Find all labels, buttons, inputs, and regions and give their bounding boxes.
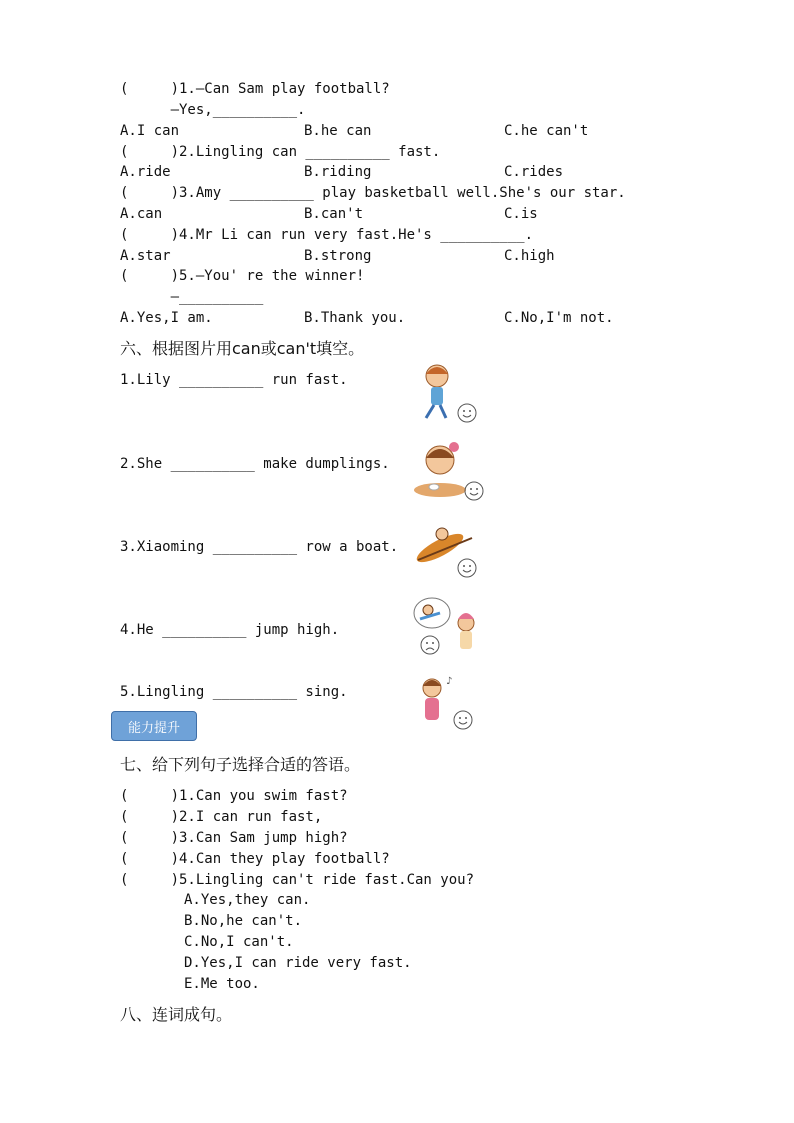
section6-item-4: 4.He __________ jump high. xyxy=(120,622,340,638)
mc-q5-option-b: B.Thank you. xyxy=(304,310,406,326)
mc-q1-option-c: C.he can't xyxy=(504,123,589,139)
section7-answer-d: D.Yes,I can ride very fast. xyxy=(184,955,412,971)
mc-q5-line2: —__________ xyxy=(120,289,264,305)
section7-answer-c: C.No,I can't. xyxy=(184,934,294,950)
svg-text:♪: ♪ xyxy=(446,676,453,687)
sad-face-icon xyxy=(421,636,439,654)
section7-item-4: ( )4.Can they play football? xyxy=(120,851,390,867)
mc-q2-option-b: B.riding xyxy=(304,164,372,180)
mc-q1-option-a: A.I can xyxy=(120,123,180,139)
section8-heading: 八、连词成句。 xyxy=(120,1005,233,1024)
section6-item-2: 2.She __________ make dumplings. xyxy=(120,456,390,472)
section7-item-5: ( )5.Lingling can't ride fast.Can you? xyxy=(120,872,475,888)
mc-q2-option-a: A.ride xyxy=(120,164,171,180)
section7-answer-a: A.Yes,they can. xyxy=(184,892,311,908)
girl-making-dumplings-illustration xyxy=(410,438,490,508)
boy-rowing-boat-illustration xyxy=(410,520,485,585)
section7-heading: 七、给下列句子选择合适的答语。 xyxy=(120,755,361,774)
mc-q2: ( )2.Lingling can __________ fast. xyxy=(120,144,441,160)
mc-q5-option-a: A.Yes,I am. xyxy=(120,310,213,326)
section7-item-3: ( )3.Can Sam jump high? xyxy=(120,830,348,846)
smiley-icon xyxy=(454,711,472,729)
smiley-icon xyxy=(465,482,483,500)
mc-q1-line2: —Yes,__________. xyxy=(120,102,306,118)
ability-badge: 能力提升 xyxy=(111,711,197,741)
mc-q1-option-b: B.he can xyxy=(304,123,372,139)
section7-item-2: ( )2.I can run fast, xyxy=(120,809,323,825)
smiley-icon xyxy=(458,404,476,422)
mc-q3: ( )3.Amy __________ play basketball well.She's our star. xyxy=(120,185,626,201)
section6-item-3: 3.Xiaoming __________ row a boat. xyxy=(120,539,399,555)
girl-singing-illustration xyxy=(412,670,482,736)
mc-q5-line1: ( )5.—You' re the winner! xyxy=(120,268,365,284)
girl-running-illustration xyxy=(412,360,482,430)
section7-item-1: ( )1.Can you swim fast? xyxy=(120,788,348,804)
mc-q3-option-c: C.is xyxy=(504,206,538,222)
section6-item-5: 5.Lingling __________ sing. xyxy=(120,684,348,700)
section7-answer-e: E.Me too. xyxy=(184,976,260,992)
mc-q4-option-c: C.high xyxy=(504,248,555,264)
mc-q2-option-c: C.rides xyxy=(504,164,564,180)
mc-q3-option-a: A.can xyxy=(120,206,163,222)
mc-q4-option-a: A.star xyxy=(120,248,171,264)
mc-q4-option-b: B.strong xyxy=(304,248,372,264)
mc-q5-option-c: C.No,I'm not. xyxy=(504,310,614,326)
mc-q1-line1: ( )1.—Can Sam play football? xyxy=(120,81,390,97)
boy-jumping-thought-illustration xyxy=(410,595,490,665)
section6-item-1: 1.Lily __________ run fast. xyxy=(120,372,348,388)
smiley-icon xyxy=(458,559,476,577)
mc-q4: ( )4.Mr Li can run very fast.He's __________. xyxy=(120,227,534,243)
mc-q3-option-b: B.can't xyxy=(304,206,364,222)
section7-answer-b: B.No,he can't. xyxy=(184,913,303,929)
section6-heading: 六、根据图片用can或can't填空。 xyxy=(120,339,365,358)
